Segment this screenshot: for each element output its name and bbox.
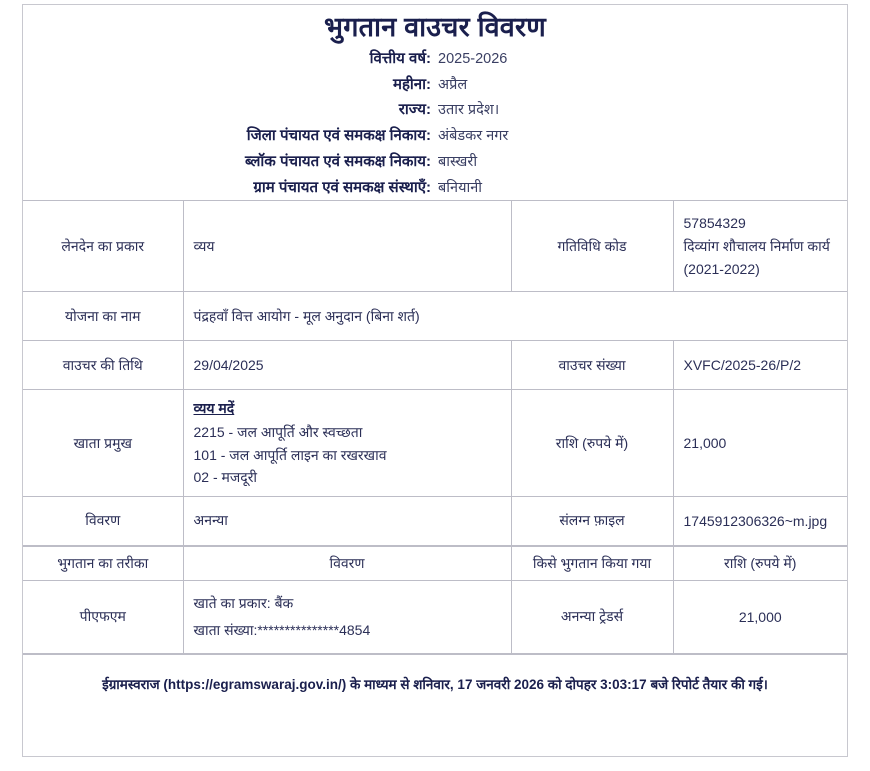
voucher-date-label: वाउचर की तिथि <box>23 341 183 390</box>
expense-head-title: व्यय मदें <box>193 400 235 417</box>
table-row <box>23 292 847 341</box>
amount-label: राशि (रुपये में) <box>511 390 673 497</box>
attachment-value: 1745912306326~m.jpg <box>673 496 847 545</box>
header-field-label: जिला पंचायत एवं समकक्ष निकाय: <box>246 127 431 144</box>
expense-head-line-3: 02 - मजदूरी <box>193 469 258 486</box>
voucher-number-value: XVFC/2025-26/P/2 <box>673 341 847 390</box>
header-field-gram-panchayat <box>23 177 847 200</box>
header-field-value: 2025-2026 <box>438 50 508 67</box>
voucher-date-value: 29/04/2025 <box>183 341 511 390</box>
header-field-state <box>23 99 847 122</box>
description-label: विवरण <box>23 496 183 545</box>
scheme-name-value: पंद्रहवाँ वित्त आयोग - मूल अनुदान (बिना शर्त) <box>183 292 847 341</box>
activity-code-description: दिव्यांग शौचालय निर्माण कार्य <box>683 237 830 254</box>
table-row <box>23 341 847 390</box>
header-field-district-panchayat <box>23 125 847 148</box>
activity-code-value <box>673 201 847 292</box>
report-footer: ईग्रामस्वराज (https://egramswaraj.gov.in/) के माध्यम से शनिवार, 17 जनवरी 2026 को दोपहर 3:03:17 बजे रिपोर्ट तैयार की गई। <box>23 654 847 695</box>
transaction-type-value: व्यय <box>183 201 511 292</box>
header-field-value: अप्रैल <box>438 76 468 93</box>
table-row <box>23 496 847 545</box>
table-row <box>23 201 847 292</box>
header-field-label: वित्तीय वर्ष: <box>369 49 431 67</box>
document-header <box>23 5 847 199</box>
payment-description-value <box>183 580 511 653</box>
header-field-value: बनियानी <box>438 179 483 196</box>
amount-value: 21,000 <box>673 390 847 497</box>
column-header-paid-to: किसे भुगतान किया गया <box>511 546 673 580</box>
column-header-description: विवरण <box>183 546 511 580</box>
header-field-label: महीना: <box>392 75 431 93</box>
expense-head-line-1: 2215 - जल आपूर्ति और स्वच्छता <box>193 423 363 440</box>
header-field-block-panchayat <box>23 151 847 174</box>
description-value: अनन्या <box>183 496 511 545</box>
payment-table-header-row <box>23 546 847 580</box>
voucher-details-table <box>23 200 847 546</box>
header-field-value: बास्खरी <box>438 153 478 170</box>
table-row <box>23 390 847 497</box>
column-header-amount: राशि (रुपये में) <box>673 546 847 580</box>
header-field-value: उतार प्रदेश। <box>438 102 500 119</box>
payment-table <box>23 546 847 654</box>
activity-code-label: गतिविधि कोड <box>511 201 673 292</box>
payment-method-value: पीएफएम <box>23 580 183 653</box>
transaction-type-label: लेनदेन का प्रकार <box>23 201 183 292</box>
activity-code-number: 57854329 <box>683 215 746 232</box>
activity-code-year: (2021-2022) <box>683 260 760 277</box>
voucher-number-label: वाउचर संख्या <box>511 341 673 390</box>
column-header-payment-method: भुगतान का तरीका <box>23 546 183 580</box>
account-type-line: खाते का प्रकार: बैंक <box>193 595 294 612</box>
attachment-label: संलग्न फ़ाइल <box>511 496 673 545</box>
header-field-month <box>23 74 847 97</box>
header-field-label: ब्लॉक पंचायत एवं समकक्ष निकाय: <box>245 152 431 170</box>
document-frame <box>22 4 848 757</box>
account-head-label: खाता प्रमुख <box>23 390 183 497</box>
paid-to-value: अनन्या ट्रेडर्स <box>511 580 673 653</box>
table-row <box>23 580 847 653</box>
header-field-financial-year <box>23 48 847 71</box>
payment-amount-value: 21,000 <box>673 580 847 653</box>
account-number-line: खाता संख्या:***************4854 <box>193 621 371 638</box>
scheme-name-label: योजना का नाम <box>23 292 183 341</box>
expense-head-line-2: 101 - जल आपूर्ति लाइन का रखरखाव <box>193 446 387 463</box>
expense-head-list <box>183 390 511 497</box>
header-field-label: ग्राम पंचायत एवं समकक्ष संस्थाएँ: <box>253 178 431 196</box>
page-title: भुगतान वाउचर विवरण <box>324 12 546 42</box>
header-field-label: राज्य: <box>398 101 431 119</box>
header-field-value: अंबेडकर नगर <box>438 128 509 144</box>
